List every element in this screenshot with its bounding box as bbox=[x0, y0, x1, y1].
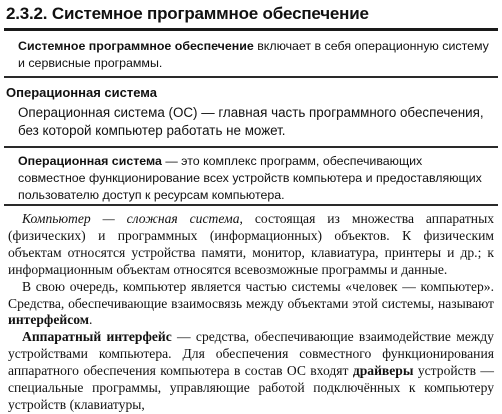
paragraph-text: . bbox=[89, 312, 93, 328]
divider-rule bbox=[4, 146, 498, 148]
paragraph-text: — средства, обеспечивающие взаимодействие между устройствами компьютера. Для обеспечения совместного функционирования аппаратного обеспечения компьютера в состав ОС входят bbox=[8, 329, 494, 379]
definition-os bbox=[18, 153, 492, 204]
paragraph-text: В свою очередь, компьютер является частью системы «человек — компьютер». Средства, обеспечивающие взаимосвязь между объектами этой системы, называют bbox=[8, 278, 494, 311]
bold-term: Аппаратный интерфейс bbox=[22, 329, 172, 345]
definition-system-software bbox=[18, 38, 492, 72]
body-text bbox=[8, 211, 494, 414]
os-paragraph: Операционная система (ОС) — главная часть программного обеспечения, без которой компьютер работать не может. bbox=[18, 105, 484, 138]
section-number: 2.3.2. bbox=[6, 4, 48, 23]
italic-phrase: Компьютер — сложная система bbox=[22, 211, 240, 226]
subheading-os: Операционная система bbox=[6, 85, 157, 100]
bold-term: интерфейсом bbox=[8, 312, 90, 328]
heading-rule bbox=[4, 28, 498, 31]
paragraph bbox=[8, 329, 494, 414]
paragraph-text: устройств — специальные программы, управляющие работой подключённых к компьютеру устройств (клавиатуры, bbox=[8, 363, 494, 412]
paragraph-text: , состоящая из множества аппаратных (физических) и программных (информационных) объектов. К физическим объектам относятся устройства памяти, монитор, клавиатура, принтеры и др.; к информационным объектам относятся всевозможные программы и данные. bbox=[8, 211, 494, 277]
divider-rule bbox=[4, 204, 498, 206]
paragraph bbox=[8, 279, 494, 330]
bold-term: драйверы bbox=[352, 363, 414, 379]
paragraph bbox=[8, 211, 494, 279]
definition-text: включает в себя операционную систему и сервисные программы. bbox=[18, 39, 489, 70]
definition-text: — это комплекс программ, обеспечивающих совместное функционирование всех устройств компьютера и предоставляющих пользователю доступ к ресурсам компьютера. bbox=[18, 154, 482, 202]
divider-rule bbox=[4, 76, 498, 78]
definition-term: Операционная система bbox=[18, 154, 162, 168]
section-title-text: Системное программное обеспечение bbox=[51, 4, 369, 23]
definition-term: Системное программное обеспечение bbox=[18, 39, 254, 53]
section-heading bbox=[6, 4, 496, 24]
